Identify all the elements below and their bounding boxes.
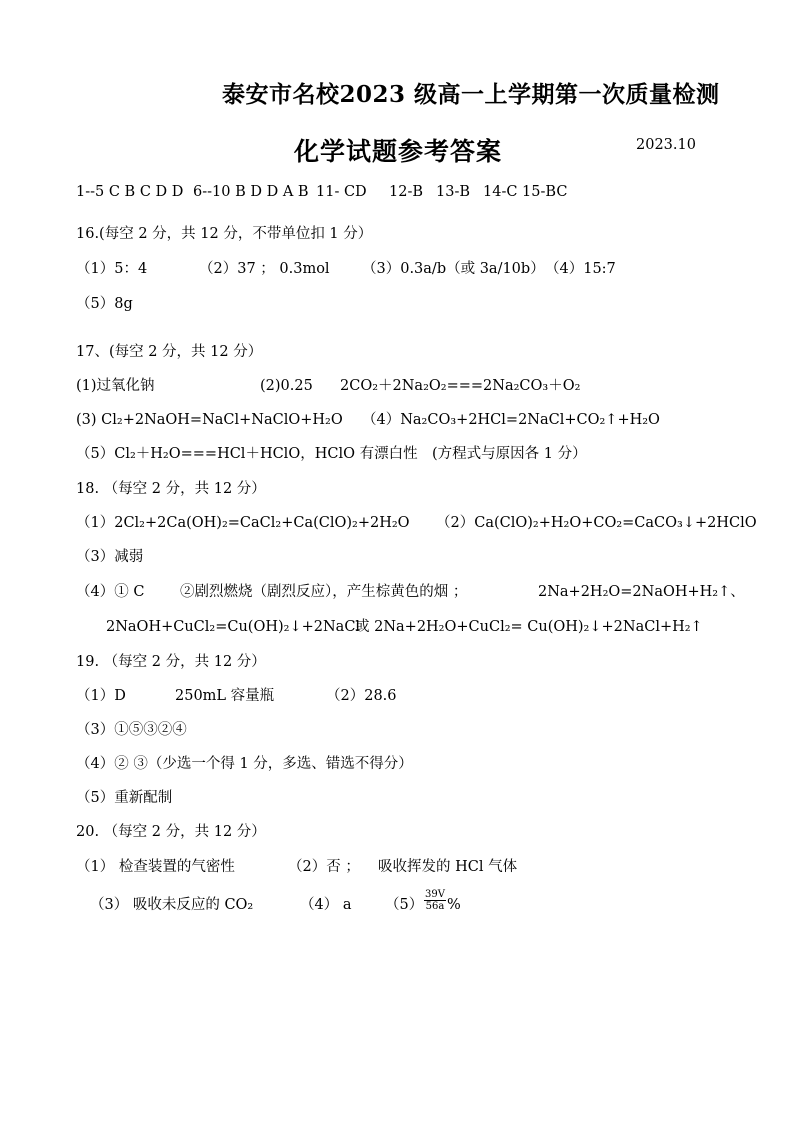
q20-answer-5-label: （5）	[385, 897, 424, 913]
q16-answer-1: （1）5：4	[76, 261, 148, 277]
choice-group-6: 14-C 15-BC	[483, 184, 568, 200]
q20-answer-2b: 吸收挥发的 HCl 气体	[378, 859, 518, 875]
q17-answer-2: (2)0.25	[260, 378, 313, 394]
choice-group-3: 11- CD	[316, 184, 367, 200]
q19-answer-4: （4）② ③（少选一个得 1 分，多选、错选不得分）	[76, 756, 413, 772]
title-line-2: 化学试题参考答案	[294, 137, 503, 166]
q17-answer-5: （5）Cl₂＋H₂O===HCl＋HClO，HClO 有漂白性	[76, 446, 418, 462]
q20-answer-5-fraction	[424, 889, 446, 912]
q17-heading: 17、(每空 2 分，共 12 分）	[76, 344, 263, 360]
q18-answer-4-1: （4）① C	[76, 584, 145, 600]
q18-answer-4-2: ②剧烈燃烧（剧烈反应），产生棕黄色的烟 ；	[180, 584, 468, 600]
q18-answer-4-4: 2NaOH+CuCl₂=Cu(OH)₂↓+2NaCl	[106, 619, 361, 635]
title-line-1: 泰安市名校2023 级高一上学期第一次质量检测	[222, 81, 720, 108]
fraction-numerator: 39V	[425, 889, 445, 900]
q17-answer-3: (3) Cl₂+2NaOH=NaCl+NaClO+H₂O	[76, 412, 343, 428]
q18-answer-2: （2）Ca(ClO)₂+H₂O+CO₂=CaCO₃↓+2HClO	[436, 515, 757, 531]
q16-answer-4: （4）15:7	[545, 261, 616, 277]
q20-answer-4: （4） a	[300, 897, 352, 913]
q16-answer-2: （2）37 ； 0.3mol	[199, 261, 330, 277]
q16-answer-3: （3）0.3a/b（或 3a/10b）	[362, 261, 545, 277]
q18-answer-4-3: 2Na+2H₂O=2NaOH+H₂↑、	[538, 584, 745, 600]
fraction-denominator: 56a	[425, 901, 445, 912]
q17-answer-5-note: (方程式与原因各 1 分）	[432, 446, 587, 462]
choice-group-1: 1--5 C B C D D	[76, 184, 184, 200]
q18-answer-1: （1）2Cl₂+2Ca(OH)₂=CaCl₂+Ca(ClO)₂+2H₂O	[76, 515, 410, 531]
q20-heading: 20. （每空 2 分，共 12 分）	[76, 824, 266, 840]
q17-equation-2: 2CO₂＋2Na₂O₂===2Na₂CO₃＋O₂	[340, 378, 581, 394]
q19-answer-1: （1）D	[76, 688, 126, 704]
choice-group-5: 13-B	[436, 184, 471, 200]
q18-answer-3: （3）减弱	[76, 549, 144, 565]
q17-answer-1: (1)过氧化钠	[76, 378, 155, 394]
q20-answer-3: （3） 吸收未反应的 CO₂	[90, 897, 254, 913]
q16-answer-5: （5）8g	[76, 296, 133, 312]
q19-answer-1b: 250mL 容量瓶	[175, 688, 275, 704]
q19-heading: 19. （每空 2 分，共 12 分）	[76, 654, 266, 670]
q19-answer-2: （2）28.6	[326, 688, 397, 704]
q18-heading: 18. （每空 2 分，共 12 分）	[76, 481, 266, 497]
q20-answer-5-unit: %	[447, 897, 461, 913]
exam-date: 2023.10	[636, 137, 696, 153]
choice-group-4: 12-B	[389, 184, 424, 200]
choice-group-2: 6--10 B D D A B	[193, 184, 309, 200]
q18-answer-4-5: 或 2Na+2H₂O+CuCl₂= Cu(OH)₂↓+2NaCl+H₂↑	[355, 619, 703, 635]
q19-answer-5: （5）重新配制	[76, 790, 173, 806]
q16-heading: 16.(每空 2 分，共 12 分，不带单位扣 1 分）	[76, 226, 373, 242]
q20-answer-1: （1） 检查装置的气密性	[76, 859, 235, 875]
q20-answer-2: （2）否 ；	[288, 859, 360, 875]
q17-answer-4: （4）Na₂CO₃+2HCl=2NaCl+CO₂↑+H₂O	[362, 412, 660, 428]
q19-answer-3: （3）①⑤③②④	[76, 722, 187, 738]
